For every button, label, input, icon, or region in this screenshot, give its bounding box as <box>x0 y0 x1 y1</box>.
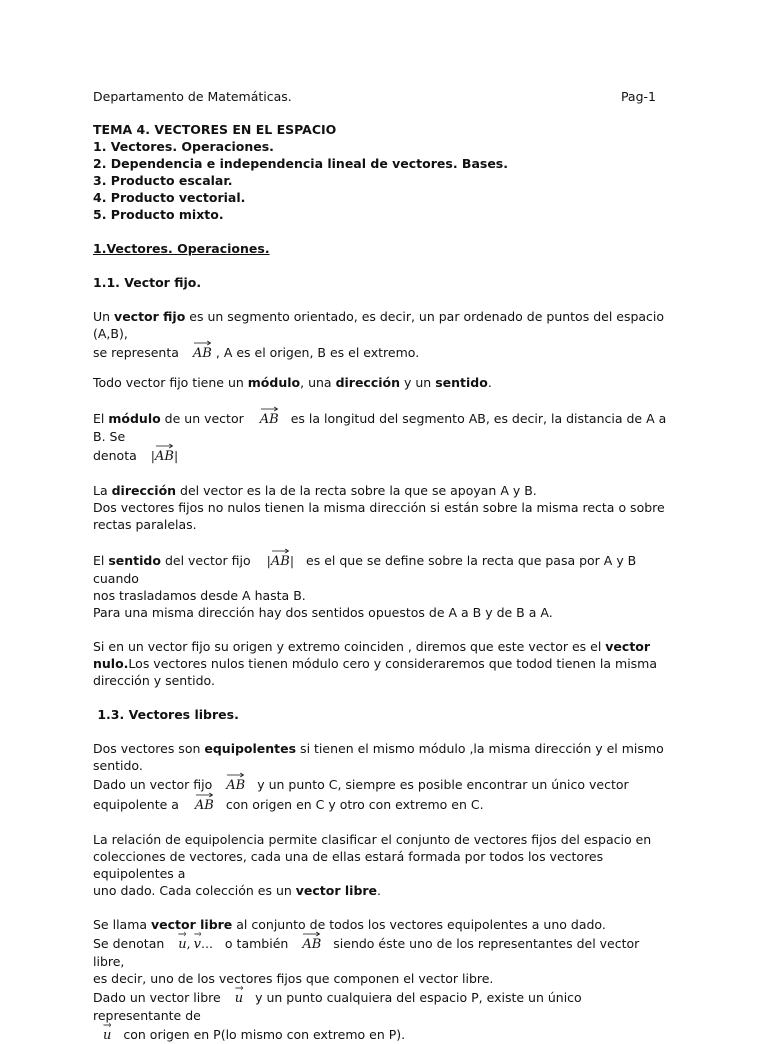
paragraph-equipolentes: Dos vectores son equipolentes si tienen el mismo módulo ,la misma dirección y el mismo sentido. Dado un vector fijo AB y un punto C, siempre es posible encontrar un único vector equipolente a AB con origen en C y otro con extremo en C. <box>93 741 664 813</box>
vector-u-symbol: u <box>178 933 186 953</box>
vector-ab-symbol: AB <box>195 794 214 814</box>
vector-ab-symbol: AB <box>271 550 290 570</box>
paragraph-vector-libre: Se llama vector libre al conjunto de todos los vectores equipolentes a uno dado. Se denotan u, v... o también AB siendo éste uno de los representantes del vector libre, es decir, uno de los vectores fijos que componen el vector libre. Dado un vector libre u y un punto cualquiera del espacio P, existe un único representante de u con origen en P(lo mismo con extremo en P). <box>93 917 640 1043</box>
toc-item: 4. Producto vectorial. <box>93 190 246 205</box>
vector-u-symbol: u <box>103 1024 111 1044</box>
table-of-contents <box>93 121 673 223</box>
paragraph-sentido: El sentido del vector fijo | AB| es el que se define sobre la recta que pasa por A y B cuando nos trasladamos desde A hasta B. Para una misma dirección hay dos sentidos opuestos de A a B y de B a A. <box>93 550 673 621</box>
page-header <box>93 88 656 105</box>
paragraph-vector-fijo: Un vector fijo es un segmento orientado, es decir, un par ordenado de puntos del espacio (A,B), se representa AB , A es el origen, B es el extremo. <box>93 309 665 361</box>
paragraph-modulo: El módulo de un vector AB es la longitud del segmento AB, es decir, la distancia de A a B. Se denota | AB| <box>93 408 673 465</box>
vector-ab-symbol: AB <box>193 342 212 362</box>
paragraph-vector-nulo: Si en un vector fijo su origen y extremo coinciden , diremos que este vector es el vector nulo.Los vectores nulos tienen módulo cero y consideraremos que todod tienen la misma dirección y sentido. <box>93 639 658 688</box>
vector-ab-symbol: AB <box>226 774 245 794</box>
subsection-heading: 1.1. Vector fijo. <box>93 275 202 290</box>
department-name: Departamento de Matemáticas. <box>93 89 292 104</box>
toc-item: 5. Producto mixto. <box>93 207 224 222</box>
vector-v-symbol: v <box>194 933 201 953</box>
toc-item: 2. Dependencia e independencia lineal de vectores. Bases. <box>93 156 508 171</box>
subsection-heading: 1.3. Vectores libres. <box>93 707 239 722</box>
vector-ab-symbol: AB <box>155 445 174 465</box>
paragraph-direccion: La dirección del vector es la de la recta sobre la que se apoyan A y B. Dos vectores fijos no nulos tienen la misma dirección si están sobre la misma recta o sobre rectas paralelas. <box>93 483 665 532</box>
vector-ab-symbol: AB <box>260 408 279 428</box>
toc-item: 1. Vectores. Operaciones. <box>93 139 274 154</box>
section-heading: 1.Vectores. Operaciones. <box>93 241 270 256</box>
toc-title: TEMA 4. VECTORES EN EL ESPACIO <box>93 122 337 137</box>
paragraph-properties: Todo vector fijo tiene un módulo, una dirección y un sentido. <box>93 375 492 390</box>
vector-ab-symbol: AB <box>302 933 321 953</box>
document-body <box>93 121 673 1044</box>
paragraph-relacion-equipolencia: La relación de equipolencia permite clasificar el conjunto de vectores fijos del espacio en colecciones de vectores, cada una de ellas estará formada por todos los vectores equipolentes a uno dado. Cada colección es un vector libre. <box>93 832 652 898</box>
toc-item: 3. Producto escalar. <box>93 173 233 188</box>
page-number: Pag-1 <box>620 89 656 104</box>
vector-u-symbol: u <box>235 987 243 1007</box>
